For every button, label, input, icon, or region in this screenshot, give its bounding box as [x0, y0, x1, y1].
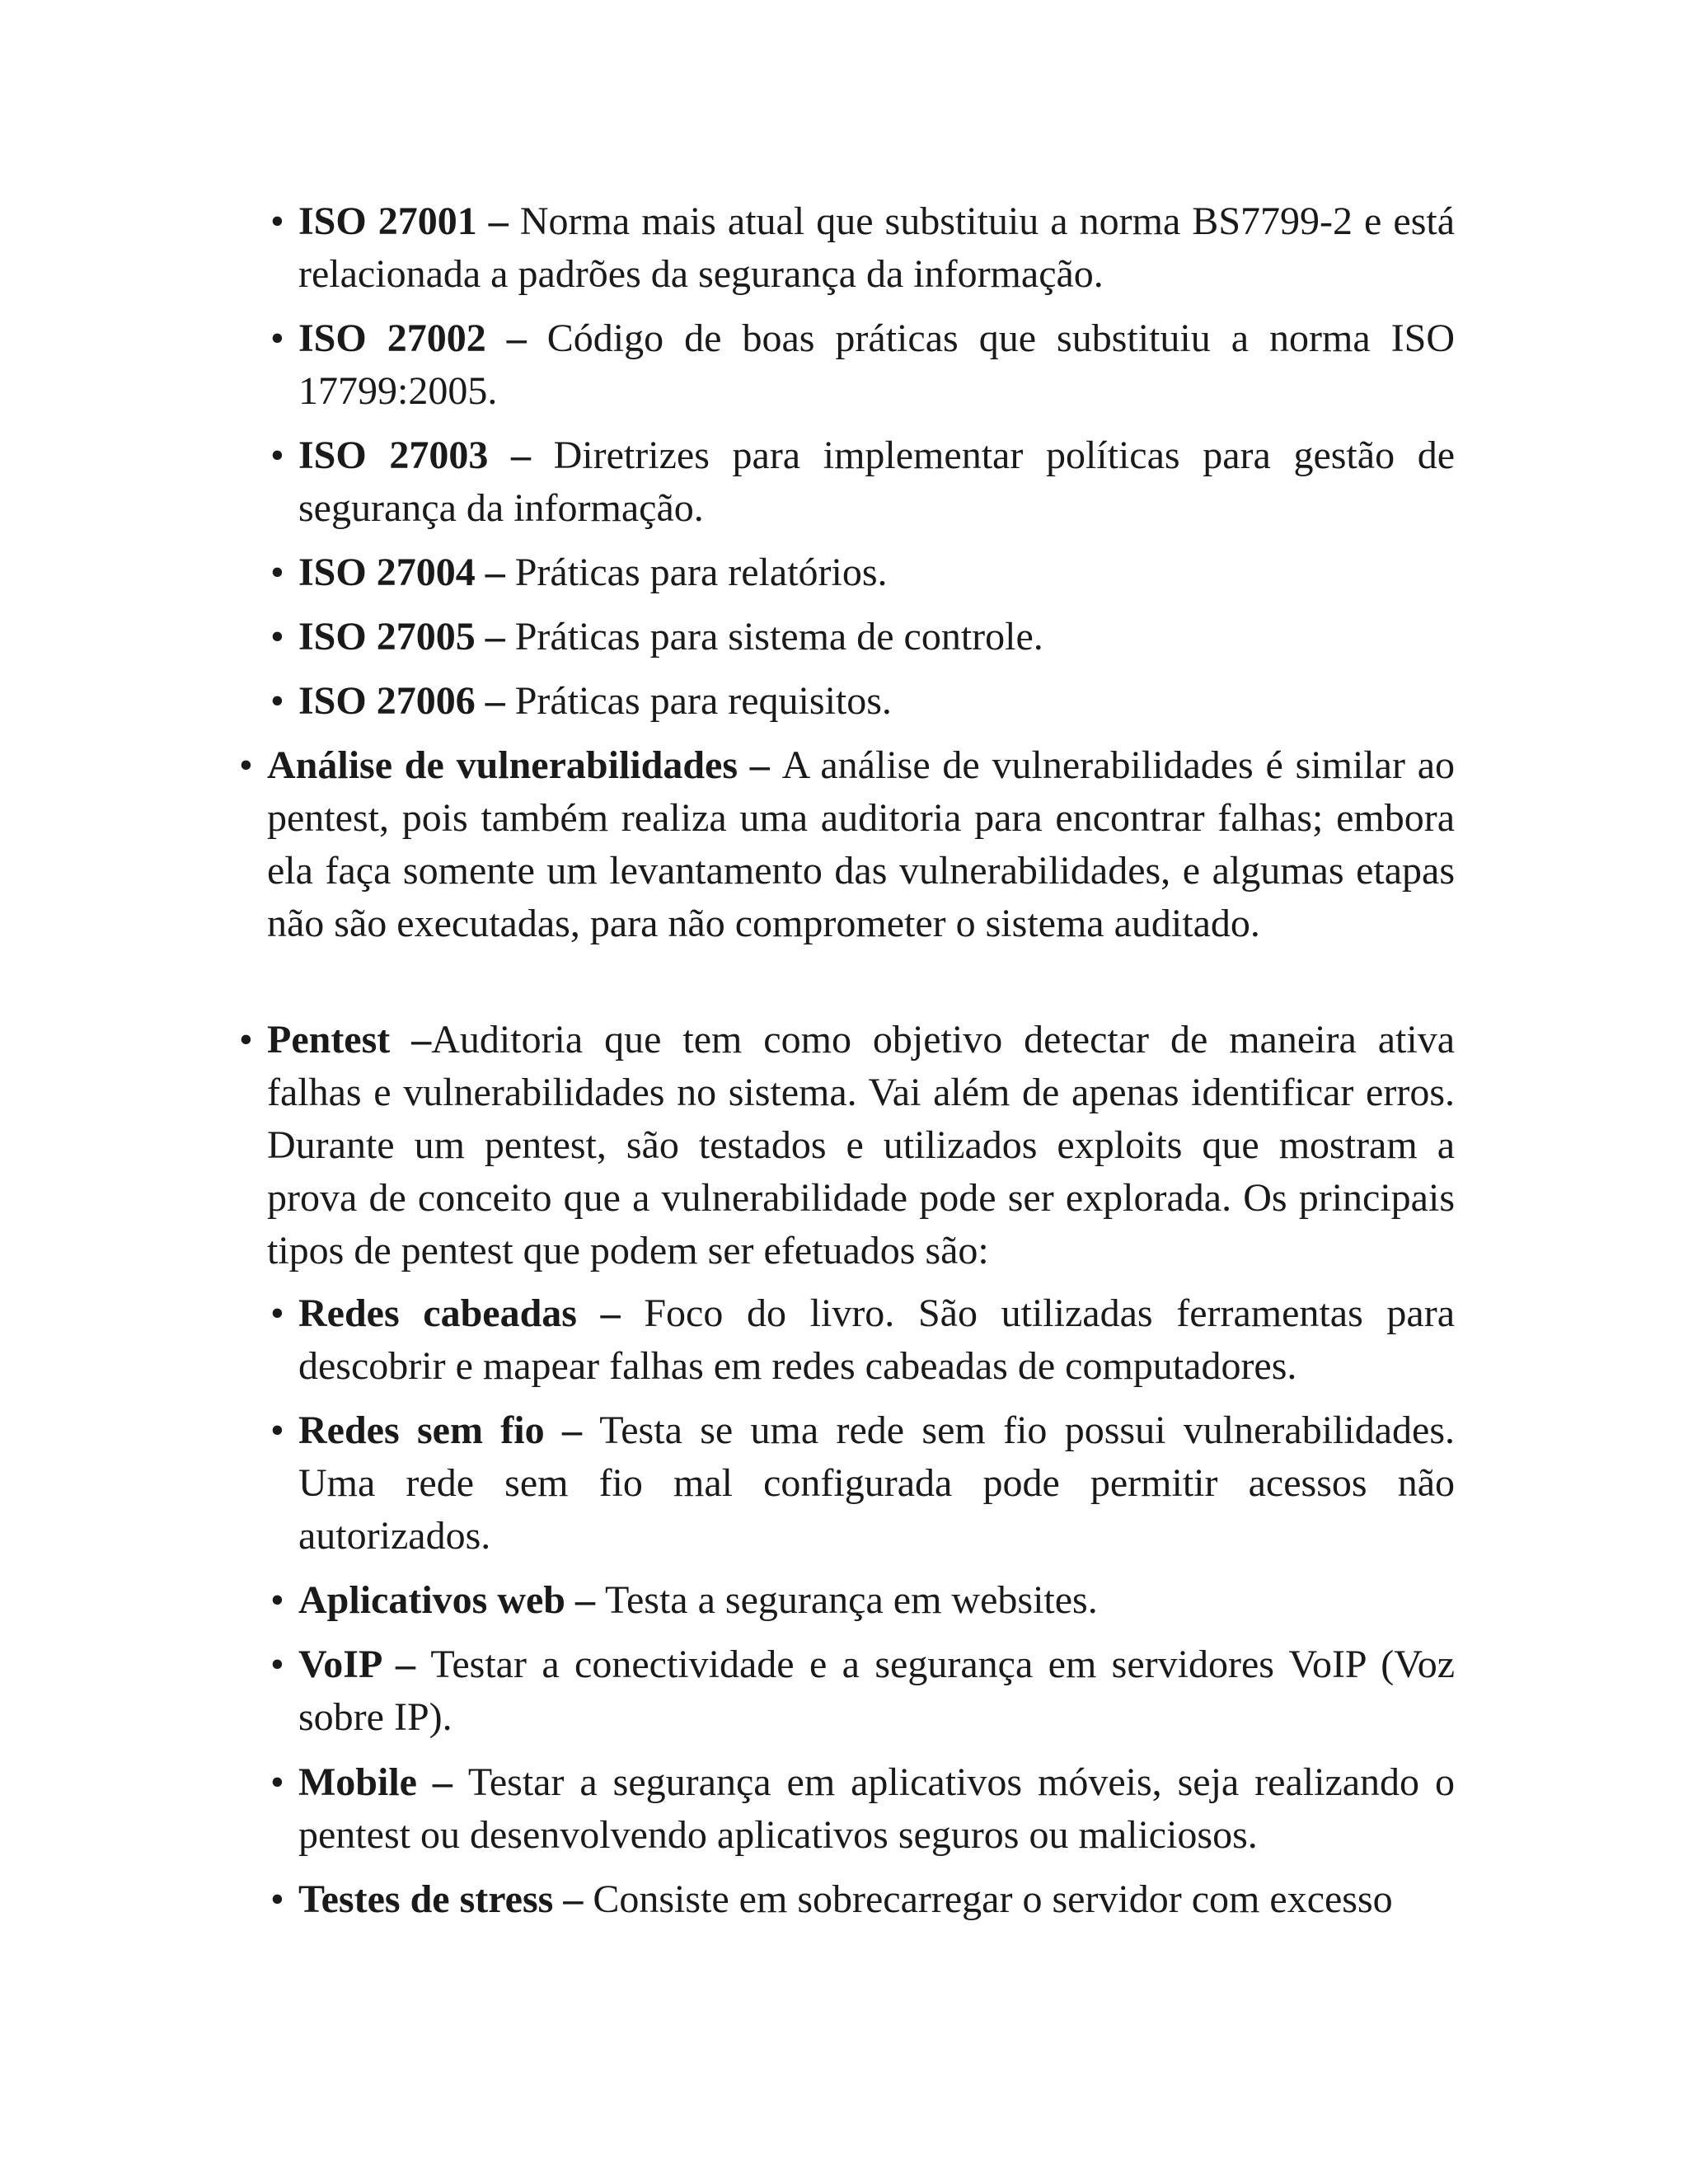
list-item-redes-sem-fio [270, 1404, 1456, 1563]
list-item-iso-27001 [270, 195, 1456, 301]
item-separator: – [476, 199, 520, 243]
item-separator: – [565, 1578, 605, 1622]
item-term: VoIP [298, 1643, 381, 1686]
bullet-icon: • [270, 434, 284, 477]
item-term: ISO 27001 [298, 199, 477, 243]
bullet-icon: • [270, 1291, 284, 1335]
item-text: Práticas para sistema de controle. [514, 615, 1043, 658]
list-item-analise-de-vulnerabilidades [239, 739, 1456, 950]
item-term: Pentest [267, 1018, 391, 1062]
item-separator: – [577, 1291, 645, 1335]
item-text: Práticas para relatórios. [514, 551, 888, 594]
item-separator: – [485, 316, 547, 360]
item-text: Consiste em sobrecarregar o servidor com excesso [593, 1877, 1393, 1921]
item-term: ISO 27004 [298, 551, 476, 594]
bullet-icon: • [270, 1643, 284, 1686]
item-separator: – [380, 1643, 431, 1686]
item-separator: – [544, 1408, 600, 1452]
item-separator: – [553, 1877, 593, 1921]
list-item-iso-27004 [270, 546, 1455, 599]
list-item-testes-de-stress [270, 1873, 1455, 1926]
item-text: A análise de vulnerabilidades é similar ao pentest, pois também realiza uma auditoria para encontrar falhas; embora ela faça somente um levantamento das vulnerabilidades, e algumas etapas não são executadas, para não comprometer o sistema auditado. [267, 743, 1456, 945]
bullet-icon: • [239, 1018, 253, 1062]
item-text: Testar a conectividade e a segurança em servidores VoIP (Voz sobre IP). [298, 1643, 1455, 1739]
item-term: Testes de stress [298, 1877, 554, 1921]
item-term: Redes cabeadas [298, 1291, 577, 1335]
bullet-icon: • [270, 1760, 284, 1804]
list-item-iso-27002 [270, 312, 1456, 418]
bullet-icon: • [270, 199, 284, 243]
item-separator: – [475, 615, 515, 658]
bullet-icon: • [270, 316, 284, 360]
bullet-icon: • [270, 1877, 284, 1921]
list-item-mobile [270, 1756, 1456, 1862]
item-separator: – [475, 551, 515, 594]
item-separator: – [475, 679, 515, 723]
list-item-iso-27003 [270, 429, 1456, 535]
item-text: Testa se uma rede sem fio possui vulnerabilidades. Uma rede sem fio mal configurada pode permitir acessos não autorizados. [298, 1408, 1456, 1558]
item-separator: – [488, 434, 554, 477]
item-text: Auditoria que tem como objetivo detectar de maneira ativa falhas e vulnerabilidades no sistema. Vai além de apenas identificar erros. Durante um pentest, são testados e utilizados exploits que mostram a prova de conceito que a vulnerabilidade pode ser explorada. Os principais tipos de pentest que podem ser efetuados são: [267, 1018, 1456, 1272]
bullet-icon: • [270, 679, 284, 723]
item-text: Práticas para requisitos. [514, 679, 892, 723]
bullet-icon: • [270, 1408, 284, 1452]
item-text: Foco do livro. São utilizadas ferramentas para descobrir e mapear falhas em redes cabeadas de computadores. [298, 1291, 1456, 1388]
item-separator: – [738, 743, 782, 787]
item-term: ISO 27002 [298, 316, 486, 360]
list-item-voip [270, 1638, 1455, 1744]
list-item-iso-27005 [270, 611, 1455, 663]
item-separator: – [390, 1018, 432, 1062]
list-item-pentest [239, 1014, 1456, 1277]
item-separator: – [416, 1760, 468, 1804]
bullet-icon: • [239, 743, 253, 787]
item-text: Diretrizes para implementar políticas para gestão de segurança da informação. [298, 434, 1456, 530]
item-term: ISO 27005 [298, 615, 476, 658]
list-item-redes-cabeadas [270, 1287, 1456, 1393]
item-term: Análise de vulnerabilidades [267, 743, 738, 787]
list-item-aplicativos-web [270, 1574, 1455, 1627]
item-text: Norma mais atual que substituiu a norma BS7799-2 e está relacionada a padrões da segurança da informação. [298, 199, 1456, 296]
item-text: Testar a segurança em aplicativos móveis, seja realizando o pentest ou desenvolvendo aplicativos seguros ou maliciosos. [298, 1760, 1456, 1857]
item-term: Redes sem fio [298, 1408, 545, 1452]
item-term: ISO 27003 [298, 434, 489, 477]
item-text: Testa a segurança em websites. [605, 1578, 1098, 1622]
bullet-icon: • [270, 551, 284, 594]
bullet-icon: • [270, 615, 284, 658]
list-item-iso-27006 [270, 675, 1455, 728]
item-term: Aplicativos web [298, 1578, 565, 1622]
item-term: Mobile [298, 1760, 417, 1804]
bullet-icon: • [270, 1578, 284, 1622]
item-text: Código de boas práticas que substituiu a norma ISO 17799:2005. [298, 316, 1456, 413]
item-term: ISO 27006 [298, 679, 476, 723]
